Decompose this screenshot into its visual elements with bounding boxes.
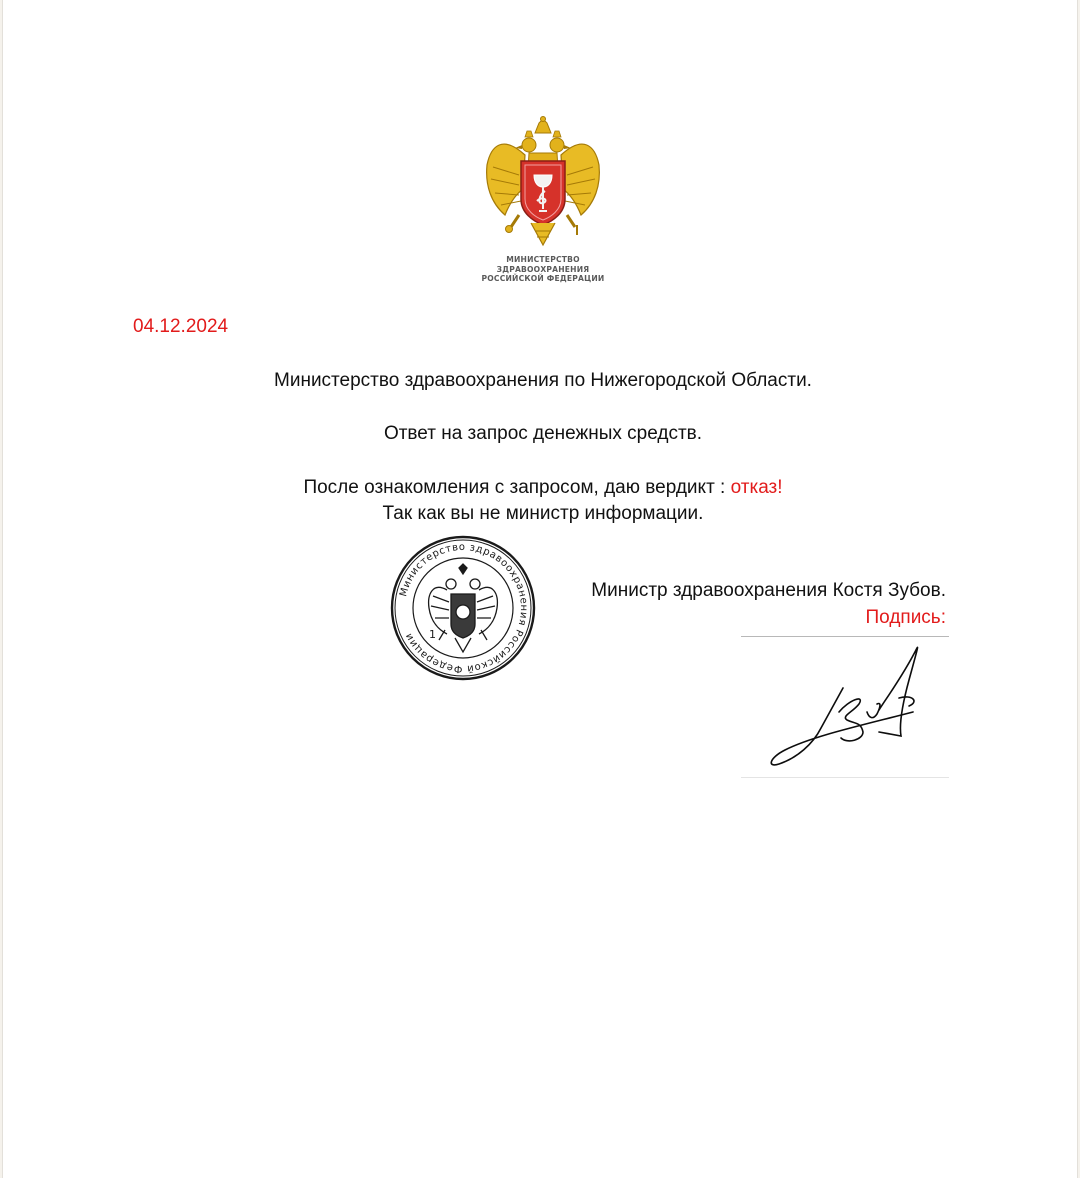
addressee-line: Министерство здравоохранения по Нижегородской Области. — [274, 370, 812, 391]
ministry-emblem — [473, 115, 613, 285]
official-stamp — [389, 534, 537, 687]
verdict-text: отказ! — [730, 477, 783, 498]
emblem-caption — [473, 255, 613, 284]
stamp-seal-icon — [389, 534, 537, 682]
document-page — [2, 0, 1078, 1178]
signature-bottom-line — [741, 777, 949, 778]
reason-line: Так как вы не министр информации. — [382, 503, 704, 524]
signature-top-line — [741, 636, 949, 637]
verdict-prefix: После ознакомления с запросом, даю вердикт : — [303, 477, 731, 498]
letter-date: 04.12.2024 — [133, 316, 229, 337]
signature-label: Подпись: — [865, 607, 946, 628]
emblem-caption-line: МИНИСТЕРСТВО — [506, 255, 580, 264]
stamp-ring-text: Министерство здравоохранения Российской Федерации — [398, 541, 530, 675]
stamp-number: 1 — [429, 628, 436, 641]
minister-name: Министр здравоохранения Костя Зубов. — [591, 580, 946, 601]
double-headed-eagle-icon — [473, 115, 613, 255]
signature-scribble-icon — [763, 640, 933, 775]
emblem-caption-line: РОССИЙСКОЙ ФЕДЕРАЦИИ — [481, 274, 605, 284]
emblem-caption-line: ЗДРАВООХРАНЕНИЯ — [496, 264, 590, 274]
subject-line: Ответ на запрос денежных средств. — [383, 423, 703, 444]
verdict-line — [3, 477, 1080, 499]
handwritten-signature — [763, 640, 933, 780]
